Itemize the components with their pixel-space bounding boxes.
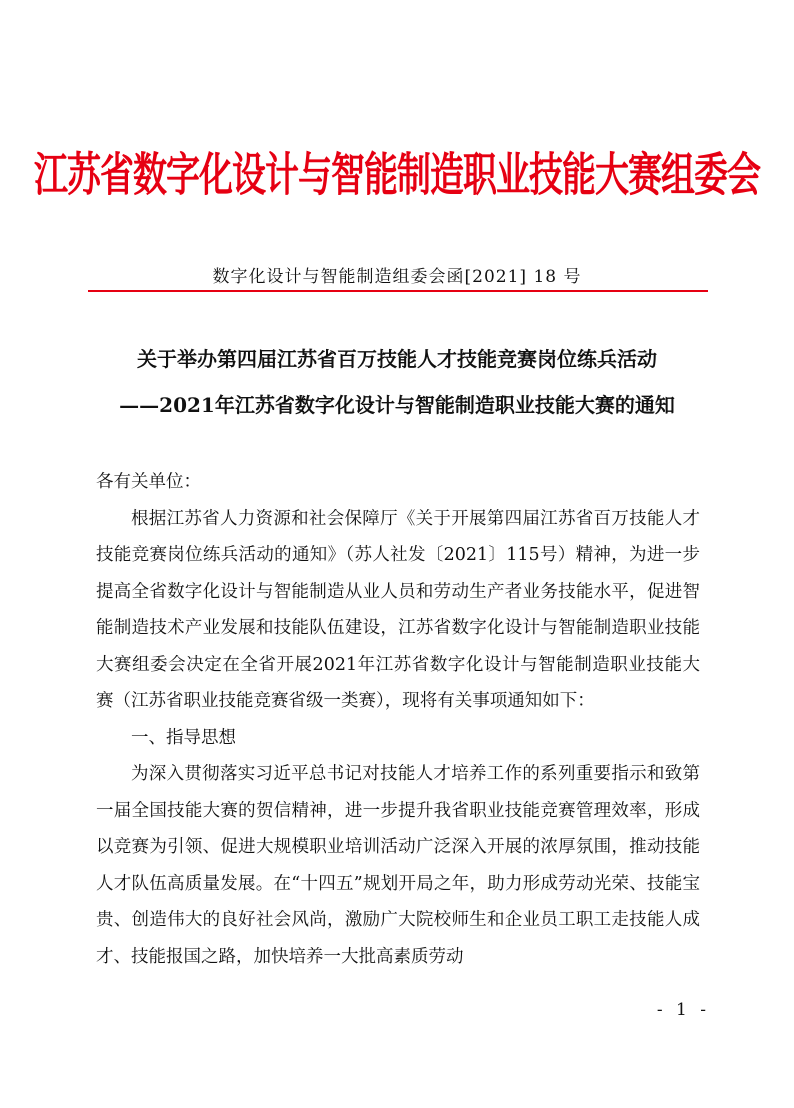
- paragraph-1: 根据江苏省人力资源和社会保障厅《关于开展第四届江苏省百万技能人才技能竞赛岗位练兵活动的通知》（苏人社发〔2021〕115号）精神，为进一步提高全省数字化设计与智能制造从业人员和劳动生产者业务技能水平，促进智能制造技术产业发展和技能队伍建设，江苏省数字化设计与智能制造职业技能大赛组委会决定在全省开展2021年江苏省数字化设计与智能制造职业技能大赛（江苏省职业技能竞赛省级一类赛），现将有关事项通知如下：: [96, 508, 700, 711]
- document-number: 数字化设计与智能制造组委会函[2021] 18 号: [212, 267, 582, 287]
- red-divider-line: [88, 290, 708, 292]
- section-heading-1: 一、指导思想: [131, 727, 236, 748]
- body-text: [96, 464, 700, 975]
- notice-title-line1: 关于举办第四届江苏省百万技能人才技能竞赛岗位练兵活动: [137, 347, 657, 371]
- paragraph-2: 为深入贯彻落实习近平总书记对技能人才培养工作的系列重要指示和致第一届全国技能大赛的贺信精神，进一步提升我省职业技能竞赛管理效率，形成以竞赛为引领、促进大规模职业培训活动广泛深入开展的浓厚氛围，推动技能人才队伍高质量发展。在“十四五”规划开局之年，助力形成劳动光荣、技能宝贵、创造伟大的良好社会风尚，激励广大院校师生和企业员工职工走技能人成才、技能报国之路，加快培养一大批高素质劳动: [96, 764, 700, 967]
- page-number: - 1 -: [656, 1000, 710, 1020]
- organization-title: 江苏省数字化设计与智能制造职业技能大赛组委会: [34, 148, 760, 203]
- salutation: 各有关单位：: [96, 472, 201, 492]
- notice-title-line2: ——2021年江苏省数字化设计与智能制造职业技能大赛的通知: [119, 393, 675, 417]
